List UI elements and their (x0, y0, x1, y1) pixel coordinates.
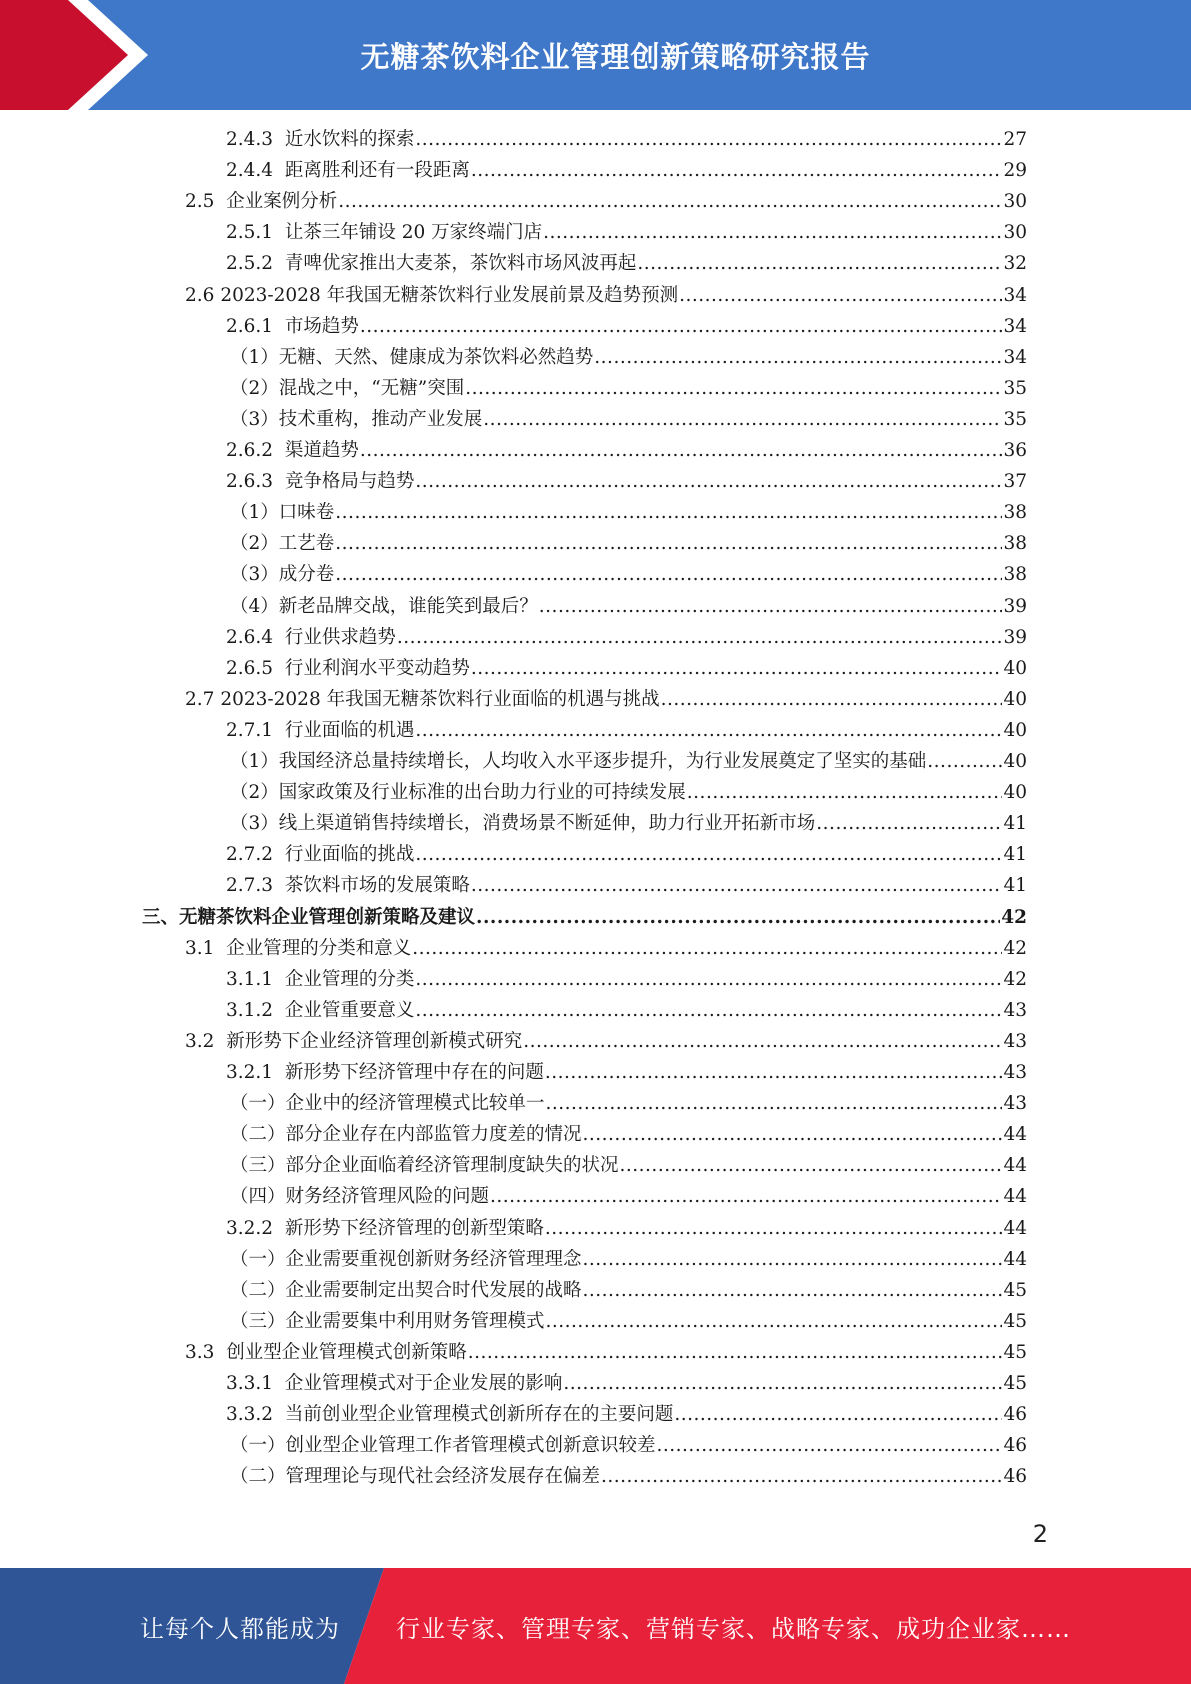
toc-entry[interactable] (226, 966, 1027, 994)
toc-entry-title: 创业型企业管理工作者管理模式创新意识较差 (285, 1435, 656, 1457)
toc-entry-number: 2.7 (185, 688, 221, 710)
toc-entry[interactable] (185, 188, 1027, 216)
toc-entry[interactable] (230, 1152, 1027, 1180)
toc-entry-title: 国家政策及行业标准的出台助力行业的可持续发展 (278, 782, 686, 804)
toc-leader-dots (583, 1277, 1003, 1305)
toc-leader-dots (927, 748, 1002, 776)
toc-leader-dots (601, 1463, 1002, 1491)
toc-leader-dots (338, 188, 1002, 216)
toc-entry-page: 46 (1003, 1435, 1027, 1457)
toc-leader-dots (412, 935, 1002, 963)
toc-entry-page: 44 (1003, 1186, 1027, 1208)
toc-leader-dots (620, 1152, 1003, 1180)
toc-entry-page: 45 (1003, 1373, 1027, 1394)
toc-entry-number: 3.2.1 (226, 1062, 285, 1083)
toc-leader-dots (674, 1401, 1002, 1429)
toc-entry[interactable] (226, 219, 1027, 247)
toc-entry-page: 40 (1003, 688, 1027, 710)
toc-leader-dots (637, 250, 1002, 278)
toc-entry-title: 当前创业型企业管理模式创新所存在的主要问题 (284, 1404, 674, 1426)
toc-leader-dots (415, 468, 1002, 496)
toc-entry-page: 38 (1003, 533, 1027, 555)
toc-entry-number: 3.1 (185, 937, 227, 959)
toc-entry-number: 3.3.2 (226, 1404, 285, 1426)
toc-leader-dots (360, 437, 1003, 465)
toc-entry-title: 企业管理模式对于企业发展的影响 (284, 1373, 563, 1394)
toc-entry-page: 40 (1003, 782, 1027, 804)
toc-leader-dots (546, 1308, 1003, 1336)
toc-entry-page: 46 (1003, 1466, 1027, 1488)
toc-entry-number: （二） (230, 1279, 286, 1301)
toc-leader-dots (594, 344, 1002, 372)
toc-entry-page: 38 (1003, 502, 1027, 524)
toc-entry-number: 3.3.1 (226, 1373, 285, 1394)
toc-entry-number: （一） (230, 1435, 286, 1457)
toc-entry[interactable] (185, 1339, 1027, 1367)
toc-entry-page: 34 (1003, 346, 1027, 368)
toc-entry[interactable] (226, 1370, 1027, 1398)
toc-entry[interactable] (226, 997, 1027, 1025)
toc-entry[interactable] (230, 344, 1027, 372)
toc-leader-dots (471, 157, 1003, 185)
toc-entry-title: 无糖、天然、健康成为茶饮料必然趋势 (278, 346, 594, 368)
toc-entry-page: 39 (1003, 626, 1027, 648)
toc-entry[interactable] (185, 1028, 1027, 1056)
toc-entry-number: （一） (230, 1093, 286, 1115)
toc-leader-dots (471, 872, 1003, 900)
toc-entry-page: 45 (1003, 1341, 1027, 1363)
toc-entry-title: 青啤优家推出大麦茶，茶饮料市场风波再起 (284, 253, 637, 275)
toc-entry-page: 41 (1003, 813, 1027, 835)
toc-entry[interactable] (185, 935, 1027, 963)
toc-entry-number: 2.6.3 (226, 471, 285, 493)
toc-entry[interactable] (230, 1432, 1027, 1460)
toc-entry-title: 行业供求趋势 (284, 626, 396, 648)
toc-leader-dots (335, 499, 1002, 527)
toc-entry-number: （3） (230, 408, 279, 430)
toc-entry-page: 27 (1003, 129, 1027, 150)
toc-entry[interactable] (230, 748, 1027, 776)
toc-entry-page: 29 (1003, 160, 1027, 182)
toc-entry-page: 45 (1003, 1279, 1027, 1301)
toc-entry-title: 新形势下企业经济管理创新模式研究 (226, 1030, 523, 1052)
toc-entry-page: 35 (1003, 408, 1027, 430)
toc-entry-title: 距离胜利还有一段距离 (284, 160, 470, 182)
toc-entry-title: 2023-2028 年我国无糖茶饮料行业发展前景及趋势预测 (220, 284, 679, 306)
toc-entry-title: 我国经济总量持续增长，人均收入水平逐步提升，为行业发展奠定了坚实的基础 (278, 751, 927, 772)
toc-entry-number: 3.3 (185, 1341, 227, 1363)
toc-entry[interactable] (230, 1308, 1027, 1336)
toc-entry-page: 44 (1003, 1155, 1027, 1177)
toc-entry-number: 2.5.2 (226, 253, 285, 275)
toc-entry-title: 企业案例分析 (226, 191, 338, 213)
toc-entry-number: 2.4.4 (226, 160, 285, 182)
toc-entry[interactable] (230, 1090, 1027, 1118)
toc-entry-title: 新形势下经济管理的创新型策略 (284, 1217, 544, 1239)
toc-leader-dots (583, 1246, 1003, 1274)
toc-entry-title: 新形势下经济管理中存在的问题 (284, 1062, 544, 1083)
toc-entry[interactable] (230, 1183, 1027, 1211)
toc-entry[interactable] (226, 1215, 1027, 1243)
toc-entry-number: （2） (230, 377, 279, 399)
toc-leader-dots (415, 841, 1002, 869)
toc-entry-title: 财务经济管理风险的问题 (285, 1186, 490, 1208)
toc-leader-dots (397, 624, 1003, 652)
toc-entry-page: 34 (1003, 284, 1027, 306)
toc-entry[interactable] (230, 530, 1027, 558)
toc-entry-title: 企业管重要意义 (284, 999, 415, 1021)
page-footer (0, 1568, 1191, 1684)
toc-entry-title: 创业型企业管理模式创新策略 (226, 1341, 467, 1363)
toc-entry-number: （3） (230, 564, 279, 586)
toc-entry[interactable] (230, 1277, 1027, 1305)
toc-leader-dots (415, 717, 1002, 745)
toc-entry-title: 茶饮料市场的发展策略 (284, 875, 470, 897)
toc-entry-title: 混战之中，“无糖”突围 (278, 377, 465, 399)
toc-entry[interactable] (226, 468, 1027, 496)
toc-entry-number: 2.7.2 (226, 844, 285, 866)
toc-entry-title: 市场趋势 (284, 315, 359, 337)
toc-leader-dots (483, 406, 1002, 434)
toc-entry-number: 2.7.3 (226, 875, 285, 897)
toc-entry-number: （一） (230, 1248, 286, 1270)
toc-entry-page: 40 (1003, 751, 1027, 772)
toc-entry[interactable] (226, 717, 1027, 745)
page-header (0, 0, 1191, 110)
toc-entry-page: 42 (1003, 968, 1027, 990)
toc-entry-page: 43 (1003, 1062, 1027, 1083)
toc-entry-page: 44 (1003, 1124, 1027, 1146)
toc-entry-title: 2023-2028 年我国无糖茶饮料行业面临的机遇与挑战 (220, 688, 660, 710)
toc-entry-title: 企业需要制定出契合时代发展的战略 (285, 1279, 582, 1301)
toc-leader-dots (465, 375, 1002, 403)
toc-leader-dots (657, 1432, 1003, 1460)
toc-entry[interactable] (230, 561, 1027, 589)
toc-entry[interactable] (230, 375, 1027, 403)
toc-entry-number: 3.1.1 (226, 968, 285, 990)
toc-entry-number: （二） (230, 1466, 286, 1488)
toc-entry-page: 38 (1003, 564, 1027, 586)
toc-entry-number: （1） (230, 502, 279, 524)
toc-entry[interactable] (230, 779, 1027, 807)
toc-entry[interactable] (226, 841, 1027, 869)
toc-entry-page: 39 (1003, 595, 1027, 617)
toc-leader-dots (523, 1028, 1002, 1056)
toc-leader-dots (583, 1121, 1003, 1149)
toc-entry-page: 44 (1003, 1248, 1027, 1270)
toc-leader-dots (563, 1370, 1002, 1398)
toc-entry[interactable] (226, 1401, 1027, 1429)
toc-entry[interactable] (230, 1121, 1027, 1149)
toc-entry-title: 企业管理的分类 (284, 968, 415, 990)
toc-entry-page: 30 (1003, 191, 1027, 213)
toc-entry-title: 企业管理的分类和意义 (226, 937, 412, 959)
toc-entry-title: 技术重构，推动产业发展 (278, 408, 483, 430)
toc-entry-title: 行业面临的机遇 (284, 719, 415, 741)
page-number: 2 (1032, 1520, 1048, 1548)
toc-leader-dots (546, 1090, 1003, 1118)
toc-entry[interactable] (142, 904, 1027, 932)
toc-entry-title: 行业利润水平变动趋势 (284, 657, 470, 679)
toc-leader-dots (490, 1183, 1002, 1211)
toc-leader-dots (679, 282, 1002, 310)
toc-entry-page: 32 (1003, 253, 1027, 275)
report-title: 无糖茶饮料企业管理创新策略研究报告 (360, 39, 871, 74)
toc-entry[interactable] (230, 1246, 1027, 1274)
toc-entry-number: 三、 (142, 906, 180, 928)
toc-entry-title: 渠道趋势 (284, 440, 359, 461)
toc-leader-dots (415, 997, 1002, 1025)
toc-leader-dots (539, 593, 1003, 621)
toc-entry[interactable] (185, 282, 1027, 310)
toc-entry-title: 近水饮料的探索 (284, 129, 415, 150)
toc-leader-dots (816, 810, 1002, 838)
toc-entry-title: 成分卷 (278, 564, 335, 586)
toc-entry-page: 36 (1003, 440, 1027, 461)
toc-entry-title: 工艺卷 (278, 533, 335, 555)
toc-entry-page: 41 (1003, 875, 1027, 897)
toc-entry-page: 35 (1003, 377, 1027, 399)
toc-entry-title: 线上渠道销售持续增长，消费场景不断延伸，助力行业开拓新市场 (278, 813, 816, 835)
toc-entry[interactable] (230, 593, 1027, 621)
toc-entry[interactable] (230, 1463, 1027, 1491)
toc-entry-number: 2.6.5 (226, 657, 285, 679)
footer-slogan-left: 让每个人都能成为 (140, 1614, 340, 1643)
toc-entry[interactable] (226, 157, 1027, 185)
toc-leader-dots (545, 1059, 1003, 1087)
toc-entry-title: 企业需要集中利用财务管理模式 (285, 1310, 545, 1332)
toc-entry-page: 34 (1003, 315, 1027, 337)
toc-leader-dots (415, 966, 1002, 994)
toc-entry-number: （二） (230, 1124, 286, 1146)
toc-leader-dots (661, 686, 1003, 714)
toc-entry-title: 让茶三年铺设 20 万家终端门店 (284, 222, 543, 244)
toc-leader-dots (471, 655, 1003, 683)
toc-entry-number: （2） (230, 782, 279, 804)
toc-leader-dots (476, 904, 1000, 932)
toc-entry-title: 新老品牌交战，谁能笑到最后？ (278, 595, 538, 617)
toc-entry-number: 2.6 (185, 284, 221, 306)
toc-leader-dots (335, 530, 1002, 558)
toc-entry-page: 43 (1003, 1030, 1027, 1052)
toc-entry-number: （三） (230, 1310, 286, 1332)
toc-entry[interactable] (226, 624, 1027, 652)
toc-entry-page: 45 (1003, 1310, 1027, 1332)
toc-entry-title: 企业中的经济管理模式比较单一 (285, 1093, 545, 1115)
toc-entry-number: 2.7.1 (226, 719, 285, 741)
toc-entry-page: 42 (1003, 937, 1027, 959)
toc-leader-dots (468, 1339, 1003, 1367)
toc-entry[interactable] (226, 872, 1027, 900)
toc-entry[interactable] (226, 655, 1027, 683)
toc-entry[interactable] (226, 437, 1027, 465)
toc-entry[interactable] (185, 686, 1027, 714)
toc-entry-title: 部分企业面临着经济管理制度缺失的状况 (285, 1155, 619, 1177)
footer-slogan-right: 行业专家、管理专家、营销专家、战略专家、成功企业家…… (396, 1614, 1071, 1643)
toc-leader-dots (545, 1215, 1003, 1243)
toc-entry-title: 企业需要重视创新财务经济管理理念 (285, 1248, 582, 1270)
toc-entry-page: 46 (1003, 1404, 1027, 1426)
toc-entry-page: 43 (1003, 1093, 1027, 1115)
toc-entry-number: 3.2 (185, 1030, 227, 1052)
toc-entry-title: 竞争格局与趋势 (284, 471, 415, 493)
toc-entry[interactable] (230, 810, 1027, 838)
toc-leader-dots (335, 561, 1002, 589)
toc-entry-page: 30 (1003, 222, 1027, 244)
toc-entry-number: 3.2.2 (226, 1217, 285, 1239)
toc-entry-title: 无糖茶饮料企业管理创新策略及建议 (179, 906, 476, 928)
toc-entry-page: 43 (1003, 999, 1027, 1021)
toc-entry-number: 2.4.3 (226, 129, 285, 150)
toc-entry-number: 2.6.4 (226, 626, 285, 648)
toc-entry-page: 40 (1003, 719, 1027, 741)
toc-entry-page: 41 (1003, 844, 1027, 866)
toc-leader-dots (687, 779, 1003, 807)
toc-entry-title: 管理理论与现代社会经济发展存在偏差 (285, 1466, 601, 1488)
toc-entry-page: 40 (1003, 657, 1027, 679)
toc-entry-page: 37 (1003, 471, 1027, 493)
toc-entry-number: （3） (230, 813, 279, 835)
toc-entry-number: （2） (230, 533, 279, 555)
toc-entry-number: 2.6.1 (226, 315, 285, 337)
toc-entry-number: 2.6.2 (226, 440, 285, 461)
toc-entry-number: 3.1.2 (226, 999, 285, 1021)
toc-entry-number: （四） (230, 1186, 286, 1208)
toc-entry[interactable] (230, 499, 1027, 527)
toc-entry[interactable] (230, 406, 1027, 434)
toc-leader-dots (543, 219, 1002, 247)
toc-entry-number: 2.5 (185, 191, 227, 213)
toc-entry-page: 42 (1001, 906, 1027, 928)
toc-entry-title: 口味卷 (278, 502, 335, 524)
toc-leader-dots (415, 126, 1002, 154)
toc-entry-number: （1） (230, 751, 279, 772)
toc-entry[interactable] (226, 313, 1027, 341)
toc-entry-number: （1） (230, 346, 279, 368)
toc-entry-title: 行业面临的挑战 (284, 844, 415, 866)
toc-entry[interactable] (226, 250, 1027, 278)
toc-entry[interactable] (226, 1059, 1027, 1087)
toc-entry-number: （三） (230, 1155, 286, 1177)
toc-leader-dots (360, 313, 1003, 341)
toc-entry-title: 部分企业存在内部监管力度差的情况 (285, 1124, 582, 1146)
toc-entry[interactable] (226, 126, 1027, 154)
toc-entry-number: （4） (230, 595, 279, 617)
toc-entry-number: 2.5.1 (226, 222, 285, 244)
toc-entry-page: 44 (1003, 1217, 1027, 1239)
